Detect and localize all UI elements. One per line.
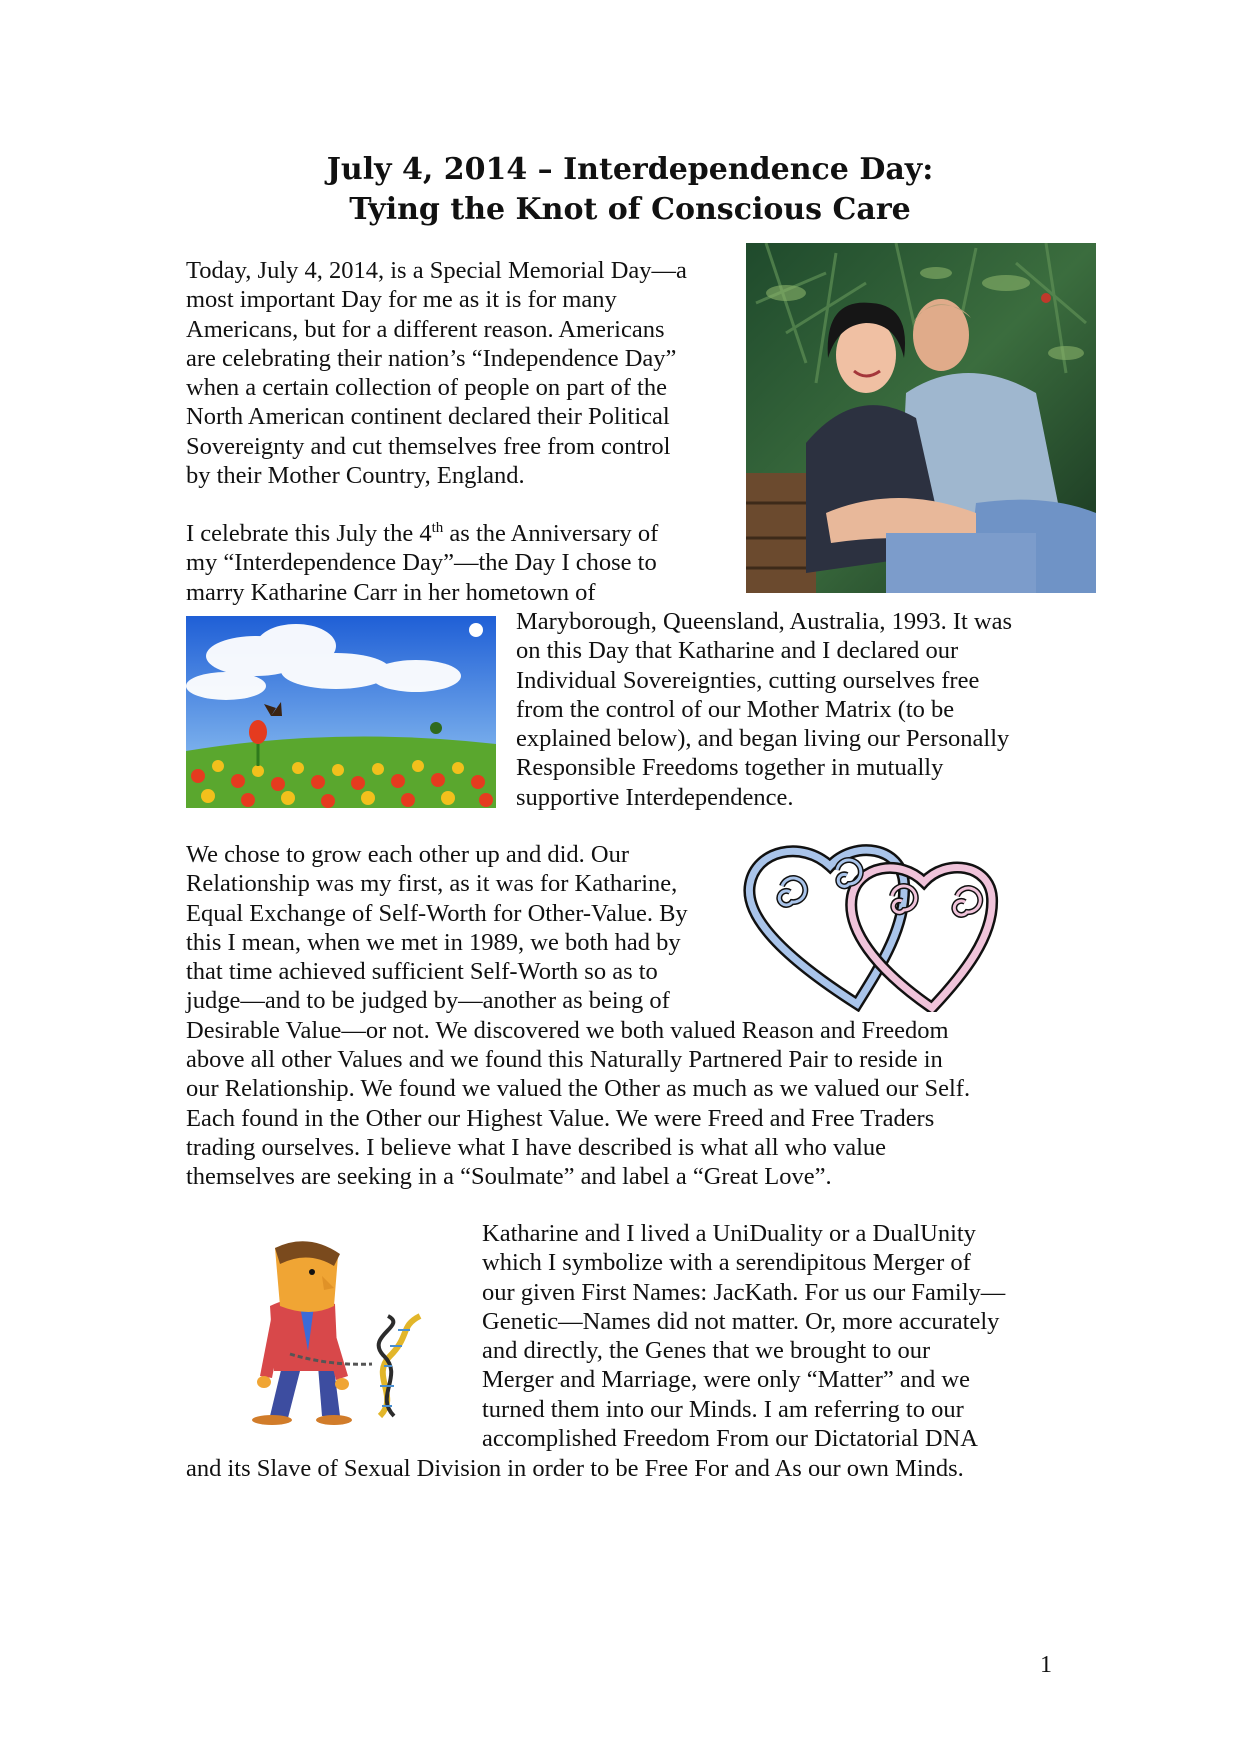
text-line: above all other Values and we found this Naturally Partnered Pair to reside in (186, 1046, 943, 1074)
text-line: and directly, the Genes that we brought to our (482, 1337, 931, 1365)
title-line-1: July 4, 2014 – Interdependence Day: (326, 152, 934, 187)
text-line: marry Katharine Carr in her hometown of (186, 578, 596, 606)
paragraph-1 (186, 256, 687, 490)
text-line: Today, July 4, 2014, is a Special Memorial Day—a (186, 257, 687, 284)
text-line: by their Mother Country, England. (186, 462, 525, 490)
paragraph-4 (482, 1219, 1005, 1453)
man-chained-to-dna-illustration (230, 1236, 450, 1426)
text-line: our Relationship. We found we valued the Other as much as we valued our Self. (186, 1075, 971, 1103)
text-line: Katharine and I lived a UniDuality or a DualUnity (482, 1220, 976, 1247)
text-line: Individual Sovereignties, cutting ourselves free (516, 666, 980, 694)
text-line: supportive Interdependence. (516, 783, 794, 811)
text-line: Responsible Freedoms together in mutually (516, 754, 944, 782)
page-number: 1 (1040, 1652, 1052, 1678)
text-line: We chose to grow each other up and did. Our (186, 841, 629, 868)
paragraph-4-last-line: and its Slave of Sexual Division in order to be Free For and As our own Minds. (186, 1455, 964, 1482)
tulip-meadow-illustration (186, 616, 496, 808)
text-line: this I mean, when we met in 1989, we both had by (186, 928, 681, 956)
text-line: Equal Exchange of Self-Worth for Other-Value. By (186, 899, 688, 927)
text-line: themselves are seeking in a “Soulmate” and label a “Great Love”. (186, 1163, 832, 1191)
text-line: when a certain collection of people on part of the (186, 374, 667, 402)
paragraph-2-top (186, 519, 658, 607)
text-line: my “Interdependence Day”—the Day I chose to (186, 549, 657, 577)
text-line: explained below), and began living our Personally (516, 725, 1010, 753)
text-line: I celebrate this July the 4th as the Anniversary of (186, 520, 659, 547)
text-line: Desirable Value—or not. We discovered we both valued Reason and Freedom (186, 1016, 949, 1044)
text-line: Relationship was my first, as it was for Katharine, (186, 870, 678, 898)
text-line: accomplished Freedom From our Dictatorial DNA (482, 1425, 979, 1453)
text-line: our given First Names: JacKath. For us our Family— (482, 1278, 1006, 1306)
text-line: most important Day for me as it is for many (186, 286, 617, 314)
text-line: Genetic—Names did not matter. Or, more accurately (482, 1307, 1000, 1335)
text-line: Americans, but for a different reason. Americans (186, 315, 665, 343)
paragraph-2-wrap (516, 607, 1012, 812)
text-line: trading ourselves. I believe what I have described is what all who value (186, 1133, 887, 1161)
text-line: North American continent declared their Political (186, 403, 670, 431)
couple-photo (746, 243, 1096, 593)
text-line: from the control of our Mother Matrix (to be (516, 695, 955, 723)
title-line-2: Tying the Knot of Conscious Care (349, 192, 911, 227)
text-line: on this Day that Katharine and I declared our (516, 637, 959, 665)
text-line: that time achieved sufficient Self-Worth so as to (186, 958, 658, 986)
page-title (180, 150, 1080, 230)
text-line: Merger and Marriage, were only “Matter” and we (482, 1366, 970, 1394)
text-line: Maryborough, Queensland, Australia, 1993. It was (516, 608, 1013, 635)
intertwined-hearts-illustration (742, 836, 1028, 1012)
text-line: which I symbolize with a serendipitous Merger of (482, 1249, 971, 1277)
text-line: Each found in the Other our Highest Value. We were Freed and Free Traders (186, 1104, 935, 1132)
text-line: are celebrating their nation’s “Independence Day” (186, 344, 677, 372)
text-line: turned them into our Minds. I am referring to our (482, 1395, 964, 1423)
text-line: judge—and to be judged by—another as being of (186, 987, 670, 1015)
text-line: Sovereignty and cut themselves free from control (186, 432, 671, 460)
